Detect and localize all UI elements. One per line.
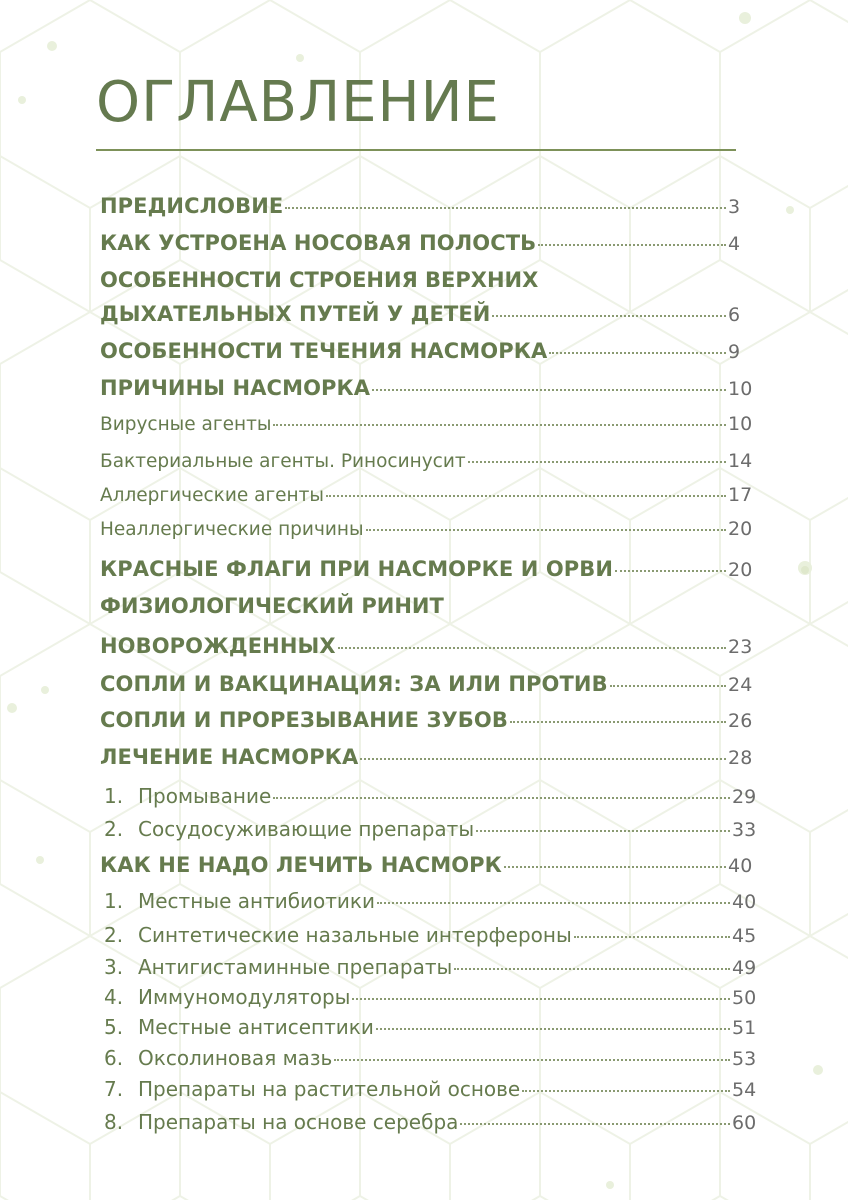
toc-page-number: 50 — [732, 987, 757, 1009]
toc-entry-treatment[interactable] — [100, 745, 756, 769]
toc-page-number: 45 — [732, 925, 757, 947]
toc-entry-oxolinic[interactable] — [104, 1046, 760, 1070]
toc-page-number: 23 — [728, 636, 753, 658]
toc-entry-herbal[interactable] — [104, 1077, 760, 1101]
toc-entry-rhinitis[interactable] — [100, 634, 756, 658]
toc-entry-airways-line1[interactable]: ОСОБЕННОСТИ СТРОЕНИЯ ВЕРХНИХ — [100, 268, 539, 292]
toc-page-number: 51 — [732, 1017, 757, 1039]
dot-leader — [610, 685, 726, 687]
toc-entry-label: СОПЛИ И ВАКЦИНАЦИЯ: ЗА ИЛИ ПРОТИВ — [100, 672, 608, 696]
dot-leader — [377, 902, 730, 904]
toc-page-number: 20 — [728, 518, 753, 540]
toc-entry-label: ДЫХАТЕЛЬНЫХ ПУТЕЙ У ДЕТЕЙ — [100, 302, 491, 326]
toc-entry-interferons[interactable] — [104, 923, 760, 947]
dot-leader — [504, 866, 726, 868]
toc-page-number: 26 — [728, 710, 753, 732]
toc-entry-allergic[interactable] — [100, 484, 756, 506]
dot-leader — [476, 830, 730, 832]
toc-entry-silver[interactable] — [104, 1110, 760, 1134]
toc-entry-label: Иммуномодуляторы — [138, 985, 351, 1009]
toc-page-number: 60 — [732, 1112, 757, 1134]
toc-entry-number: 8. — [104, 1110, 124, 1134]
toc-entry-label: ОСОБЕННОСТИ ТЕЧЕНИЯ НАСМОРКА — [100, 339, 548, 363]
dot-leader — [372, 389, 726, 391]
toc-entry-number: 1. — [104, 784, 124, 808]
toc-entry-antiseptics[interactable] — [104, 1015, 760, 1039]
toc-entry-number: 4. — [104, 985, 124, 1009]
toc-entry-label: Бактериальные агенты. Риносинусит — [100, 451, 466, 472]
dot-leader — [454, 968, 730, 970]
toc-entry-number: 2. — [104, 817, 124, 841]
toc-entry-course[interactable] — [100, 339, 756, 363]
toc-entry-label: КАК УСТРОЕНА НОСОВАЯ ПОЛОСТЬ — [100, 231, 537, 255]
toc-entry-label: СОПЛИ И ПРОРЕЗЫВАНИЕ ЗУБОВ — [100, 708, 508, 732]
toc-entry-label: Промывание — [138, 784, 272, 808]
toc-page-number: 3 — [728, 196, 741, 218]
toc-entry-label: НОВОРОЖДЕННЫХ — [100, 634, 336, 658]
dot-leader — [510, 721, 726, 723]
dot-leader — [360, 758, 726, 760]
toc-entry-bacterial[interactable] — [100, 450, 756, 472]
toc-entry-label: Синтетические назальные интерфероны — [138, 923, 572, 947]
toc-entry-preface[interactable] — [100, 194, 756, 218]
toc-page-number: 33 — [732, 819, 757, 841]
toc-page-number: 14 — [728, 450, 753, 472]
toc-entry-number: 3. — [104, 955, 124, 979]
toc-entry-number: 1. — [104, 889, 124, 913]
toc-page-number: 24 — [728, 674, 753, 696]
toc-page-number: 40 — [732, 891, 757, 913]
dot-leader — [460, 1123, 730, 1125]
toc-entry-vaccination[interactable] — [100, 672, 756, 696]
toc-entry-label: Неаллергические причины — [100, 519, 364, 540]
dot-leader — [615, 570, 726, 572]
toc-entry-label: ПРЕДИСЛОВИЕ — [100, 194, 284, 218]
toc-entry-antihistamines[interactable] — [104, 955, 760, 979]
toc-page-number: 40 — [728, 855, 753, 877]
dot-leader — [273, 797, 730, 799]
toc-entry-label: КРАСНЫЕ ФЛАГИ ПРИ НАСМОРКЕ И ОРВИ — [100, 557, 614, 581]
toc-page-number: 9 — [728, 341, 741, 363]
page-title: ОГЛАВЛЕНИЕ — [96, 70, 500, 135]
toc-page-number: 20 — [728, 559, 753, 581]
dot-leader — [492, 315, 726, 317]
toc-page-number: 28 — [728, 747, 753, 769]
toc-entry-viral[interactable] — [100, 413, 756, 435]
toc-entry-label: Антигистаминные препараты — [138, 955, 453, 979]
toc-entry-label: Местные антисептики — [138, 1015, 374, 1039]
toc-entry-label: Аллергические агенты — [100, 485, 325, 506]
dot-leader — [376, 1028, 730, 1030]
toc-entry-rinsing[interactable] — [104, 784, 760, 808]
toc-entry-antibiotics[interactable] — [104, 889, 760, 913]
toc-entry-label: Препараты на основе серебра — [138, 1110, 459, 1134]
dot-leader — [522, 1090, 730, 1092]
dot-leader — [352, 998, 730, 1000]
toc-page-number: 49 — [732, 957, 757, 979]
dot-leader — [273, 424, 726, 426]
toc-entry-label: ПРИЧИНЫ НАСМОРКА — [100, 376, 371, 400]
toc-entry-nasal-cavity[interactable] — [100, 231, 756, 255]
toc-entry-label: Местные антибиотики — [138, 889, 376, 913]
toc-entry-causes[interactable] — [100, 376, 756, 400]
dot-leader — [574, 936, 730, 938]
toc-entry-label: Оксолиновая мазь — [138, 1046, 333, 1070]
toc-page-number: 10 — [728, 413, 753, 435]
toc-entry-vasoconstrictors[interactable] — [104, 817, 760, 841]
dot-leader — [468, 461, 726, 463]
dot-leader — [366, 529, 726, 531]
toc-entry-red-flags[interactable] — [100, 557, 756, 581]
dot-leader — [334, 1059, 730, 1061]
toc-page-number: 54 — [732, 1079, 757, 1101]
toc-entry-airways[interactable] — [100, 302, 756, 326]
dot-leader — [326, 495, 726, 497]
toc-entry-nonallergic[interactable] — [100, 518, 756, 540]
toc-entry-teething[interactable] — [100, 708, 756, 732]
toc-entry-dont-treat[interactable] — [100, 853, 756, 877]
toc-entry-number: 7. — [104, 1077, 124, 1101]
toc-entry-rhinitis-line1[interactable]: ФИЗИОЛОГИЧЕСКИЙ РИНИТ — [100, 594, 444, 618]
toc-entry-label: Препараты на растительной основе — [138, 1077, 521, 1101]
toc-entry-number: 6. — [104, 1046, 124, 1070]
dot-leader — [338, 647, 726, 649]
toc-entry-immunomodulators[interactable] — [104, 985, 760, 1009]
toc-page-number: 53 — [732, 1048, 757, 1070]
toc-entry-label: Сосудосуживающие препараты — [138, 817, 475, 841]
toc-page-number: 4 — [728, 233, 741, 255]
dot-leader — [285, 207, 726, 209]
toc-entry-label: ЛЕЧЕНИЕ НАСМОРКА — [100, 745, 359, 769]
toc-page-number: 6 — [728, 304, 741, 326]
toc-entry-number: 5. — [104, 1015, 124, 1039]
toc-page-number: 29 — [732, 786, 757, 808]
toc-entry-label: Вирусные агенты — [100, 414, 272, 435]
toc-entry-label: КАК НЕ НАДО ЛЕЧИТЬ НАСМОРК — [100, 853, 502, 877]
dot-leader — [538, 244, 726, 246]
toc-entry-number: 2. — [104, 923, 124, 947]
toc-page-number: 17 — [728, 484, 753, 506]
toc-page-number: 10 — [728, 378, 753, 400]
dot-leader — [549, 352, 726, 354]
